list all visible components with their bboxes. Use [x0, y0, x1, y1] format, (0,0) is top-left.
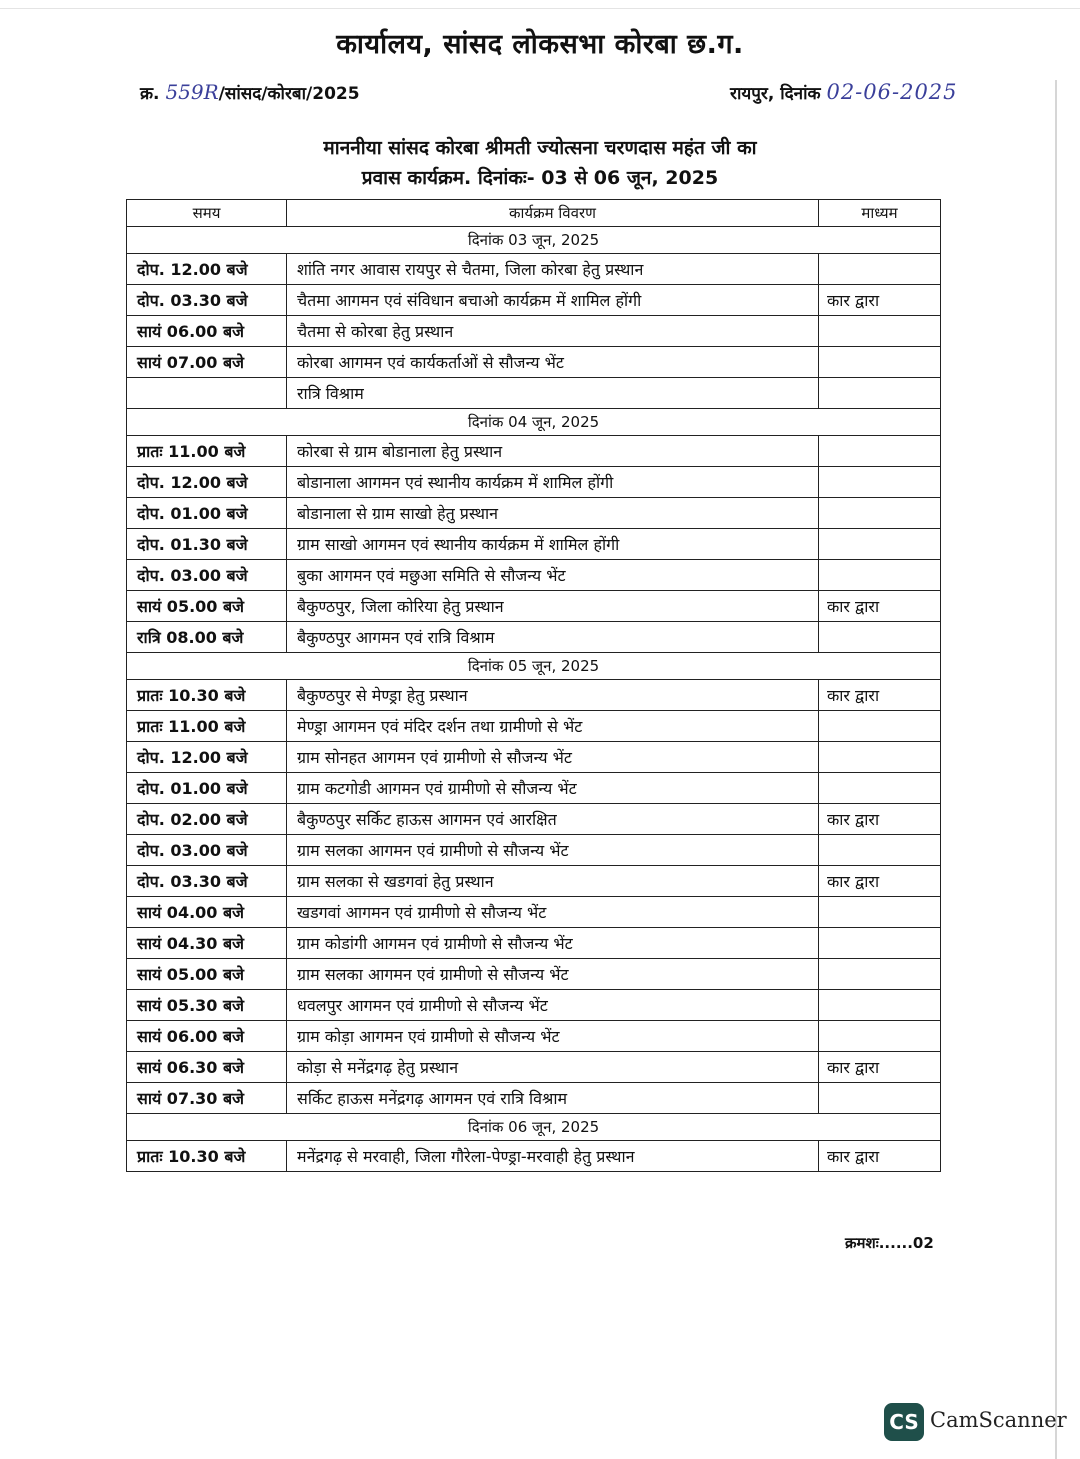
camscanner-logo-icon: CS	[884, 1403, 924, 1441]
schedule-table	[126, 199, 941, 1172]
table-row	[127, 990, 941, 1021]
time-cell: सायं 05.30 बजे	[127, 990, 287, 1021]
time-cell: दोप. 12.00 बजे	[127, 742, 287, 773]
table-row	[127, 498, 941, 529]
time-cell: सायं 06.00 बजे	[127, 1021, 287, 1052]
table-row	[127, 742, 941, 773]
time-cell: दोप. 12.00 बजे	[127, 254, 287, 285]
time-cell: दोप. 02.00 बजे	[127, 804, 287, 835]
description-cell: ग्राम साखो आगमन एवं स्थानीय कार्यक्रम में शामिल होंगी	[287, 529, 819, 560]
date-section-row	[127, 653, 941, 680]
mode-cell	[819, 378, 941, 409]
ref-number-handwritten: 559R	[165, 80, 219, 104]
description-cell: चैतमा आगमन एवं संविधान बचाओ कार्यक्रम में शामिल होंगी	[287, 285, 819, 316]
mode-cell: कार द्वारा	[819, 680, 941, 711]
reference-number	[140, 80, 360, 104]
mode-cell	[819, 467, 941, 498]
description-cell: मनेंद्रगढ़ से मरवाही, जिला गौरेला-पेण्ड्रा-मरवाही हेतु प्रस्थान	[287, 1141, 819, 1172]
mode-cell	[819, 316, 941, 347]
table-row	[127, 436, 941, 467]
description-cell: रात्रि विश्राम	[287, 378, 819, 409]
table-row	[127, 1141, 941, 1172]
time-cell: सायं 07.00 बजे	[127, 347, 287, 378]
scan-top-edge	[0, 8, 1080, 9]
table-row	[127, 804, 941, 835]
section-date: दिनांक 06 जून, 2025	[127, 1114, 941, 1141]
mode-cell	[819, 254, 941, 285]
description-cell: बोडानाला से ग्राम साखो हेतु प्रस्थान	[287, 498, 819, 529]
time-cell: प्रातः 11.00 बजे	[127, 436, 287, 467]
time-cell: प्रातः 10.30 बजे	[127, 680, 287, 711]
mode-cell	[819, 835, 941, 866]
mode-cell: कार द्वारा	[819, 1052, 941, 1083]
office-title: कार्यालय, सांसद लोकसभा कोरबा छ.ग.	[336, 29, 744, 60]
description-cell: खडगवां आगमन एवं ग्रामीणो से सौजन्य भेंट	[287, 897, 819, 928]
section-date: दिनांक 03 जून, 2025	[127, 227, 941, 254]
table-row	[127, 711, 941, 742]
place-date	[730, 80, 958, 104]
time-cell: सायं 06.30 बजे	[127, 1052, 287, 1083]
table-row	[127, 1083, 941, 1114]
mode-cell	[819, 711, 941, 742]
time-cell: दोप. 12.00 बजे	[127, 467, 287, 498]
description-cell: बैकुण्ठपुर से मेण्ड्रा हेतु प्रस्थान	[287, 680, 819, 711]
description-cell: ग्राम कोडांगी आगमन एवं ग्रामीणो से सौजन्य भेंट	[287, 928, 819, 959]
description-cell: ग्राम सलका से खडगवां हेतु प्रस्थान	[287, 866, 819, 897]
section-date: दिनांक 04 जून, 2025	[127, 409, 941, 436]
column-header-mode: माध्यम	[819, 200, 941, 227]
section-date: दिनांक 05 जून, 2025	[127, 653, 941, 680]
mode-cell	[819, 436, 941, 467]
table-row	[127, 378, 941, 409]
mode-cell: कार द्वारा	[819, 1141, 941, 1172]
table-row	[127, 529, 941, 560]
time-cell: दोप. 03.30 बजे	[127, 285, 287, 316]
mode-cell	[819, 959, 941, 990]
mode-cell	[819, 529, 941, 560]
description-cell: बोडानाला आगमन एवं स्थानीय कार्यक्रम में शामिल होंगी	[287, 467, 819, 498]
continued-note: क्रमशः......02	[845, 1234, 934, 1252]
mode-cell	[819, 928, 941, 959]
table-row	[127, 959, 941, 990]
description-cell: बुका आगमन एवं मछुआ समिति से सौजन्य भेंट	[287, 560, 819, 591]
mode-cell	[819, 773, 941, 804]
schedule-body	[127, 227, 941, 1172]
description-cell: ग्राम कोड़ा आगमन एवं ग्रामीणो से सौजन्य भेंट	[287, 1021, 819, 1052]
description-cell: ग्राम सोनहत आगमन एवं ग्रामीणो से सौजन्य भेंट	[287, 742, 819, 773]
date-section-row	[127, 1114, 941, 1141]
place-date-label: रायपुर, दिनांक	[730, 84, 827, 104]
table-row	[127, 285, 941, 316]
description-cell: ग्राम सलका आगमन एवं ग्रामीणो से सौजन्य भेंट	[287, 835, 819, 866]
table-row	[127, 254, 941, 285]
table-row	[127, 560, 941, 591]
column-header-description: कार्यक्रम विवरण	[287, 200, 819, 227]
heading-line-2: प्रवास कार्यक्रम. दिनांकः- 03 से 06 जून, 2025	[361, 167, 719, 189]
camscanner-watermark: CamScanner	[930, 1408, 1067, 1432]
mode-cell	[819, 347, 941, 378]
mode-cell: कार द्वारा	[819, 591, 941, 622]
description-cell: धवलपुर आगमन एवं ग्रामीणो से सौजन्य भेंट	[287, 990, 819, 1021]
time-cell: दोप. 03.00 बजे	[127, 835, 287, 866]
scan-right-edge	[1055, 80, 1057, 1459]
description-cell: बैकुण्ठपुर, जिला कोरिया हेतु प्रस्थान	[287, 591, 819, 622]
table-row	[127, 622, 941, 653]
time-cell: सायं 05.00 बजे	[127, 591, 287, 622]
time-cell: रात्रि 08.00 बजे	[127, 622, 287, 653]
mode-cell	[819, 622, 941, 653]
mode-cell: कार द्वारा	[819, 285, 941, 316]
time-cell: दोप. 01.00 बजे	[127, 498, 287, 529]
time-cell: दोप. 01.00 बजे	[127, 773, 287, 804]
table-row	[127, 1021, 941, 1052]
table-row	[127, 680, 941, 711]
time-cell: प्रातः 10.30 बजे	[127, 1141, 287, 1172]
time-cell: सायं 05.00 बजे	[127, 959, 287, 990]
description-cell: कोरबा आगमन एवं कार्यकर्ताओं से सौजन्य भेंट	[287, 347, 819, 378]
date-section-row	[127, 227, 941, 254]
description-cell: ग्राम सलका आगमन एवं ग्रामीणो से सौजन्य भेंट	[287, 959, 819, 990]
description-cell: कोड़ा से मनेंद्रगढ़ हेतु प्रस्थान	[287, 1052, 819, 1083]
table-row	[127, 866, 941, 897]
date-handwritten: 02-06-2025	[826, 80, 958, 104]
table-row	[127, 591, 941, 622]
table-row	[127, 347, 941, 378]
date-section-row	[127, 409, 941, 436]
table-row	[127, 897, 941, 928]
time-cell: दोप. 03.30 बजे	[127, 866, 287, 897]
mode-cell	[819, 990, 941, 1021]
mode-cell	[819, 742, 941, 773]
time-cell: सायं 04.00 बजे	[127, 897, 287, 928]
table-row	[127, 928, 941, 959]
description-cell: शांति नगर आवास रायपुर से चैतमा, जिला कोरबा हेतु प्रस्थान	[287, 254, 819, 285]
description-cell: सर्किट हाऊस मनेंद्रगढ़ आगमन एवं रात्रि विश्राम	[287, 1083, 819, 1114]
table-header-row	[127, 200, 941, 227]
description-cell: ग्राम कटगोडी आगमन एवं ग्रामीणो से सौजन्य भेंट	[287, 773, 819, 804]
table-row	[127, 467, 941, 498]
heading-line-1: माननीया सांसद कोरबा श्रीमती ज्योत्सना चरणदास महंत जी का	[323, 137, 757, 159]
column-header-time: समय	[127, 200, 287, 227]
time-cell	[127, 378, 287, 409]
ref-suffix: /सांसद/कोरबा/2025	[218, 84, 360, 104]
mode-cell: कार द्वारा	[819, 804, 941, 835]
time-cell: सायं 06.00 बजे	[127, 316, 287, 347]
description-cell: बैकुण्ठपुर आगमन एवं रात्रि विश्राम	[287, 622, 819, 653]
description-cell: बैकुण्ठपुर सर्किट हाऊस आगमन एवं आरक्षित	[287, 804, 819, 835]
description-cell: मेण्ड्रा आगमन एवं मंदिर दर्शन तथा ग्रामीणो से भेंट	[287, 711, 819, 742]
mode-cell: कार द्वारा	[819, 866, 941, 897]
mode-cell	[819, 1083, 941, 1114]
time-cell: प्रातः 11.00 बजे	[127, 711, 287, 742]
mode-cell	[819, 1021, 941, 1052]
table-row	[127, 1052, 941, 1083]
time-cell: दोप. 01.30 बजे	[127, 529, 287, 560]
time-cell: सायं 04.30 बजे	[127, 928, 287, 959]
time-cell: सायं 07.30 बजे	[127, 1083, 287, 1114]
mode-cell	[819, 560, 941, 591]
time-cell: दोप. 03.00 बजे	[127, 560, 287, 591]
mode-cell	[819, 498, 941, 529]
table-row	[127, 316, 941, 347]
description-cell: कोरबा से ग्राम बोडानाला हेतु प्रस्थान	[287, 436, 819, 467]
mode-cell	[819, 897, 941, 928]
ref-prefix: क्र.	[140, 84, 166, 104]
description-cell: चैतमा से कोरबा हेतु प्रस्थान	[287, 316, 819, 347]
table-row	[127, 773, 941, 804]
table-row	[127, 835, 941, 866]
